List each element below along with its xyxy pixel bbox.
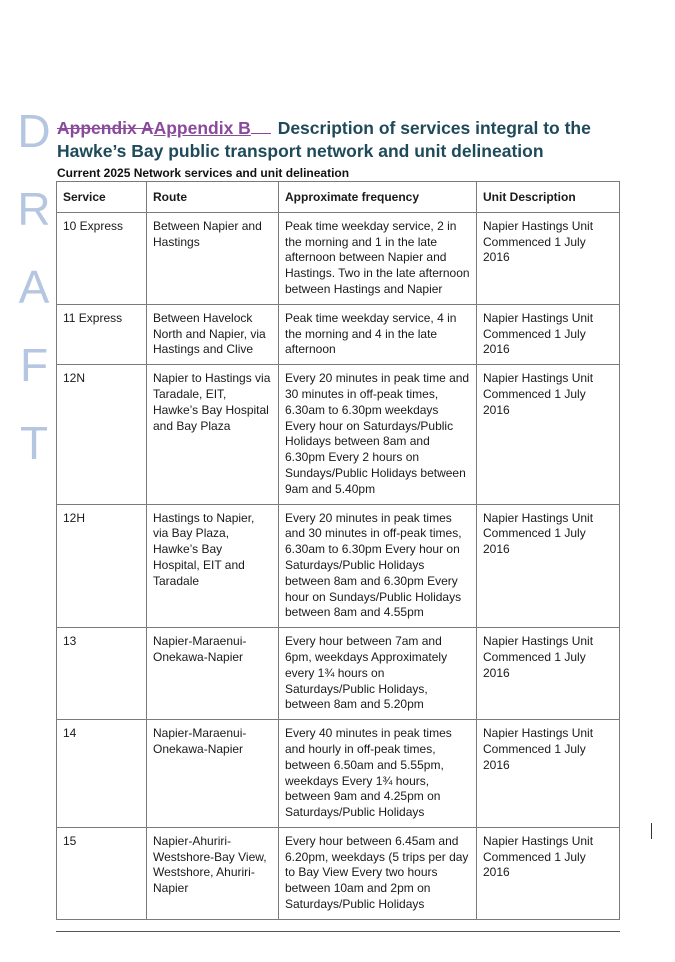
cell-route: Napier-Ahuriri-Westshore-Bay View, Westshore, Ahuriri-Napier [147,827,279,919]
table-row [57,304,620,364]
deleted-heading-text: Appendix A [57,118,154,138]
unit-name: Napier Hastings Unit [483,371,594,386]
cell-unit [477,365,620,504]
text-cursor [651,823,652,839]
cell-service: 12N [57,365,147,504]
unit-commenced: Commenced 1 July 2016 [483,741,586,772]
draft-watermark [12,92,56,482]
unit-commenced: Commenced 1 July 2016 [483,649,586,680]
unit-name: Napier Hastings Unit [483,310,594,325]
table-header-row [57,182,620,213]
unit-commenced: Commenced 1 July 2016 [483,326,586,357]
unit-commenced: Commenced 1 July 2016 [483,386,586,417]
cell-service: 11 Express [57,304,147,364]
cell-route: Napier-Maraenui-Onekawa-Napier [147,720,279,828]
cell-frequency: Every hour between 7am and 6pm, weekdays Approximately every 1¾ hours on Saturdays/Public Holidays, between 8am and 5.20pm [279,628,477,720]
header-route: Route [147,182,279,213]
unit-commenced: Commenced 1 July 2016 [483,526,586,557]
watermark-letter: F [19,339,49,391]
watermark-letter: D [17,105,51,157]
heading-title: Description of services integral to the Hawke’s Bay public transport network and unit delineation [57,118,591,161]
cell-route: Between Napier and Hastings [147,212,279,304]
cell-route: Napier to Hastings via Taradale, EIT, Hawke’s Bay Hospital and Bay Plaza [147,365,279,504]
page-heading [57,117,627,163]
cell-route: Hastings to Napier, via Bay Plaza, Hawke’s Bay Hospital, EIT and Taradale [147,504,279,628]
cell-frequency: Peak time weekday service, 2 in the morning and 1 in the late afternoon between Napier and Hastings. Two in the late afternoon between Hastings and Napier [279,212,477,304]
table-row [57,504,620,628]
tracked-change-gap [251,119,271,134]
cell-route: Between Havelock North and Napier, via Hastings and Clive [147,304,279,364]
unit-commenced: Commenced 1 July 2016 [483,849,586,880]
unit-name: Napier Hastings Unit [483,726,594,741]
header-unit-description: Unit Description [477,182,620,213]
table-row [57,212,620,304]
unit-name: Napier Hastings Unit [483,510,594,525]
watermark-letter: T [19,417,49,469]
header-service: Service [57,182,147,213]
unit-name: Napier Hastings Unit [483,218,594,233]
cell-unit [477,304,620,364]
table-row [57,720,620,828]
cell-service: 14 [57,720,147,828]
cell-route: Napier-Maraenui-Onekawa-Napier [147,628,279,720]
cell-service: 12H [57,504,147,628]
footer-divider [56,931,620,932]
unit-name: Napier Hastings Unit [483,833,594,848]
services-table [56,181,620,920]
table-subheading: Current 2025 Network services and unit delineation [57,166,350,180]
cell-unit [477,827,620,919]
cell-unit [477,504,620,628]
table-row [57,365,620,504]
cell-frequency: Peak time weekday service, 4 in the morning and 4 in the late afternoon [279,304,477,364]
cell-service: 10 Express [57,212,147,304]
table-row [57,628,620,720]
cell-service: 15 [57,827,147,919]
cell-frequency: Every hour between 6.45am and 6.20pm, weekdays (5 trips per day to Bay View Every two hours between 10am and 2pm on Saturdays/Public Holidays [279,827,477,919]
watermark-letter: A [18,261,50,313]
header-frequency: Approximate frequency [279,182,477,213]
cell-unit [477,212,620,304]
unit-commenced: Commenced 1 July 2016 [483,234,586,265]
cell-frequency: Every 20 minutes in peak time and 30 minutes in off-peak times, 6.30am to 6.30pm weekdays Every hour on Saturdays/Public Holidays between 8am and 6.30pm Every 2 hours on Sundays/Public Holidays between 9am and 5.40pm [279,365,477,504]
cell-unit [477,628,620,720]
cell-frequency: Every 20 minutes in peak times and 30 minutes in off-peak times, 6.30am to 6.30pm Every hour on Saturdays/Public Holidays between 8am and 6.30pm Every hour on Sundays/Public Holidays between 8am and 4.55pm [279,504,477,628]
table-row [57,827,620,919]
inserted-heading-text: Appendix B [153,118,251,138]
cell-service: 13 [57,628,147,720]
unit-name: Napier Hastings Unit [483,634,594,649]
watermark-letter: R [17,183,51,235]
cell-unit [477,720,620,828]
cell-frequency: Every 40 minutes in peak times and hourly in off-peak times, between 6.50am and 5.55pm, weekdays Every 1¾ hours, between 9am and 4.25pm on Saturdays/Public Holidays [279,720,477,828]
